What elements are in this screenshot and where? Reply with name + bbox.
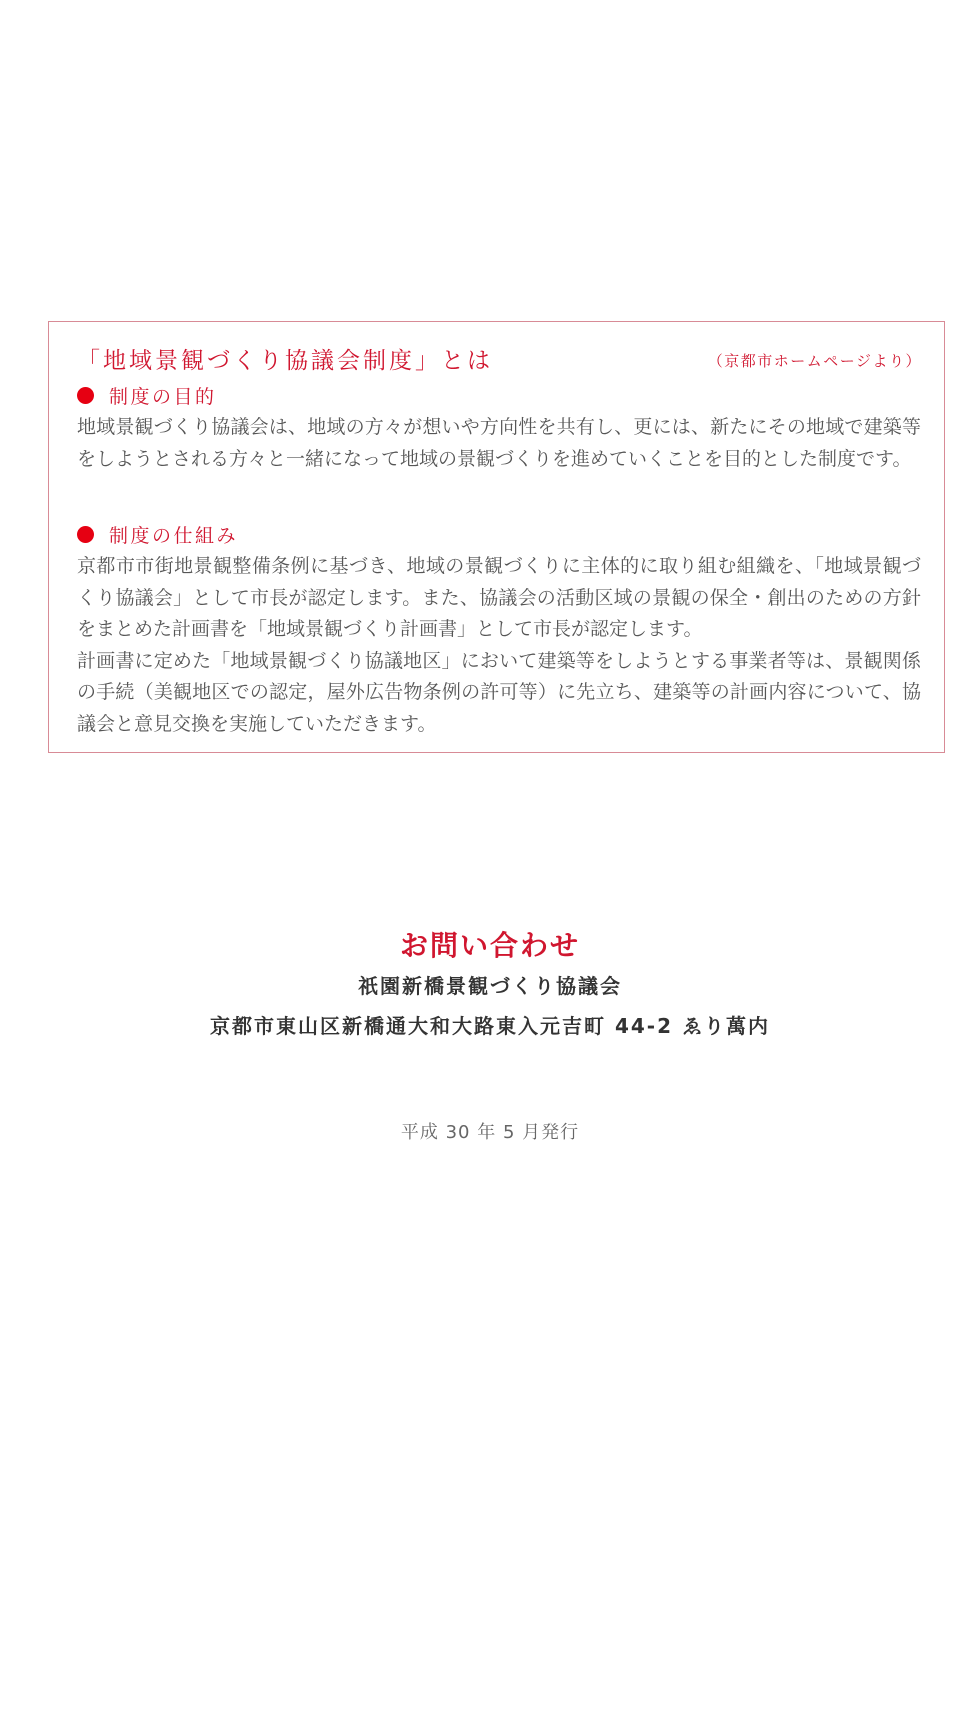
- box-source-note: （京都市ホームページより）: [707, 352, 922, 370]
- box-title: 「地域景観づくり協議会制度」とは: [77, 348, 493, 374]
- contact-title: お問い合わせ: [399, 929, 580, 962]
- contact-address: 京都市東山区新橋通大和大路東入元吉町 44-2 ゑり萬内: [210, 1014, 770, 1038]
- bullet-icon: [77, 526, 94, 543]
- contact-organization: 祇園新橋景観づくり協議会: [358, 974, 622, 998]
- section-heading-label: 制度の仕組み: [109, 525, 239, 547]
- section-body-mechanism: [77, 551, 921, 740]
- section-body-paragraph: 京都市市街地景観整備条例に基づき、地域の景観づくりに主体的に取り組む組織を、「地域景観づくり協議会」として市長が認定します。また、協議会の活動区域の景観の保全・創出のための方針をまとめた計画書を「地域景観づくり計画書」として市長が認定します。: [77, 555, 921, 640]
- system-info-box: [48, 321, 945, 753]
- section-body-purpose: 地域景観づくり協議会は、地域の方々が想いや方向性を共有し、更には、新たにその地域で建築等をしようとされる方々と一緒になって地域の景観づくりを進めていくことを目的とした制度です。: [77, 416, 921, 470]
- section-heading-label: 制度の目的: [109, 386, 217, 408]
- publish-date: 平成 30 年 5 月発行: [400, 1122, 580, 1143]
- section-body-paragraph: 計画書に定めた「地域景観づくり協議地区」において建築等をしようとする事業者等は、景観関係の手続（美観地区での認定，屋外広告物条例の許可等）に先立ち、建築等の計画内容について、協議会と意見交換を実施していただきます。: [77, 649, 921, 735]
- bullet-icon: [77, 387, 94, 404]
- section-heading-mechanism: [77, 521, 238, 548]
- section-heading-purpose: [77, 382, 217, 409]
